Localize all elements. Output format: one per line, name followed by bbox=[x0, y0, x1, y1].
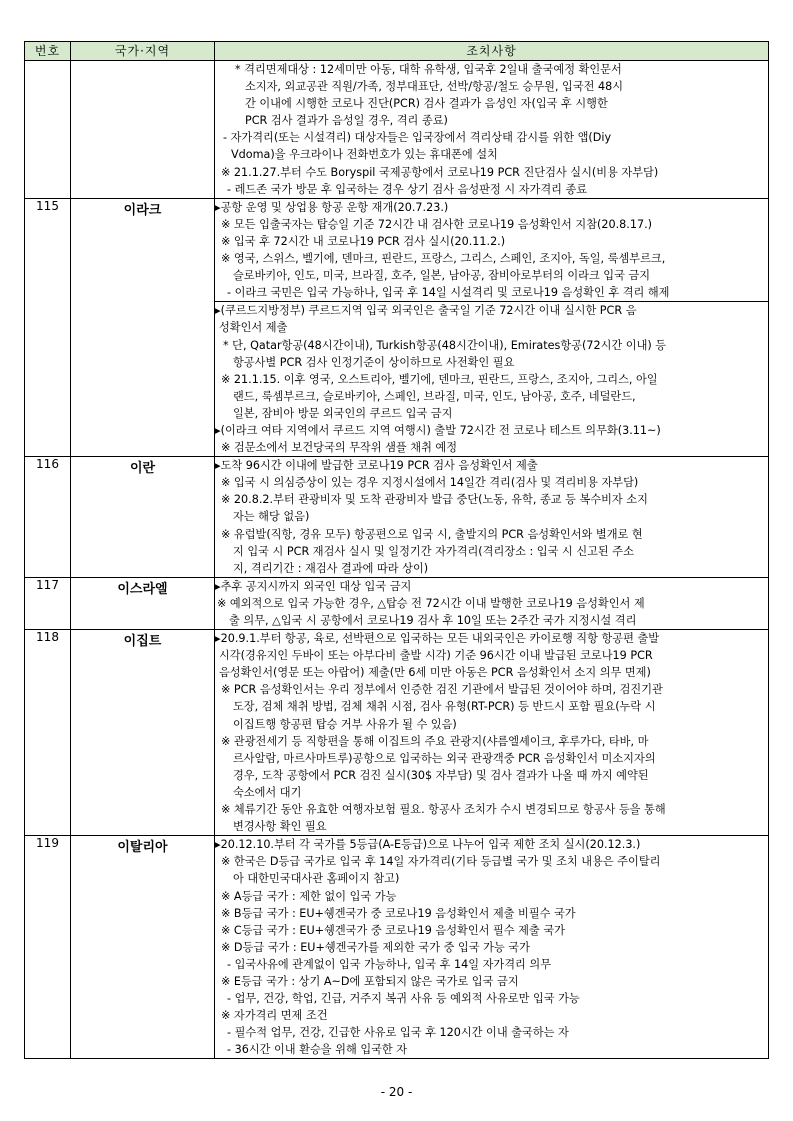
measure-line: ※ B등급 국가 : EU+쉥겐국가 중 코로나19 음성확인서 제출 비필수 국가 bbox=[221, 906, 576, 920]
measure-line: 도장, 검체 채취 방법, 검체 채취 시점, 검사 유형(RT-PCR) 등 반드시 포함 필요(누락 시 bbox=[233, 700, 656, 714]
measures-cell bbox=[215, 302, 769, 457]
measure-line: ※ D등급 국가 : EU+쉥겐국가를 제외한 국가 중 입국 가능 국가 bbox=[221, 940, 530, 954]
table-row bbox=[25, 457, 769, 578]
measure-line: ▸(이라크 여타 지역에서 쿠르드 지역 여행시) 출발 72시간 전 코로나 테스트 의무화(3.11~) bbox=[215, 423, 661, 437]
measure-line: - 업무, 건강, 학업, 긴급, 거주지 복귀 사유 등 예외적 사유로만 입국 가능 bbox=[227, 992, 580, 1006]
country-name bbox=[71, 61, 215, 199]
measure-line: ※ 입국 시 의심증상이 있는 경우 지정시설에서 14일간 격리(검사 및 격리비용 자부담) bbox=[221, 476, 639, 490]
measures-table bbox=[24, 41, 769, 1059]
measure-line: Vdoma)을 우크라이나 전화번호가 있는 휴대폰에 설치 bbox=[231, 148, 498, 162]
measure-line: ▸도착 96시간 이내에 발급한 코로나19 PCR 검사 음성확인서 제출 bbox=[215, 459, 538, 473]
measure-line: ※ 20.8.2.부터 관광비자 및 도착 관광비자 발급 중단(노동, 유학, 종교 등 복수비자 소지 bbox=[221, 493, 648, 507]
measure-line: ※ PCR 음성확인서는 우리 정부에서 인증한 검진 기관에서 발급된 것이어야 하며, 검진기관 bbox=[221, 683, 663, 697]
measure-line: ▸공항 운영 및 상업용 항공 운항 재개(20.7.23.) bbox=[215, 200, 449, 214]
measure-line: 시각(경유지인 두바이 또는 아부다비 출발 시각) 기준 96시간 이내 발급된 코로나19 PCR bbox=[219, 649, 653, 663]
page-number: - 20 - bbox=[380, 1085, 413, 1099]
measure-line: 성확인서 제출 bbox=[219, 321, 288, 335]
measures-cell bbox=[215, 630, 769, 836]
table-row bbox=[25, 630, 769, 836]
measure-line: ※ 한국은 D등급 국가로 입국 후 14일 자가격리(기타 등급별 국가 및 조치 내용은 주이탈리 bbox=[221, 855, 661, 869]
measure-line: 경우, 도착 공항에서 PCR 검진 실시(30$ 자부담) 및 검사 결과가 나올 때 까지 예약된 bbox=[233, 768, 649, 782]
measure-line: ※ C등급 국가 : EU+쉥겐국가 중 코로나19 음성확인서 필수 제출 국가 bbox=[221, 923, 565, 937]
measure-line: 일본, 잠비아 방문 외국인의 쿠르드 입국 금지 bbox=[233, 406, 453, 420]
table-row bbox=[25, 577, 769, 629]
table-header-row bbox=[25, 42, 769, 61]
country-name: 이스라엘 bbox=[71, 577, 215, 629]
measures-cell bbox=[215, 198, 769, 302]
measure-line: ※ 예외적으로 입국 가능한 경우, △탑승 전 72시간 이내 발행한 코로나19 음성확인서 제 bbox=[217, 596, 645, 610]
measure-line: 르사알람, 마르사마트루)공항으로 입국하는 외국 관광객중 PCR 음성확인서 미소지자의 bbox=[233, 751, 656, 765]
country-name: 이란 bbox=[71, 457, 215, 578]
measure-line: 음성확인서(영문 또는 아랍어) 제출(만 6세 미만 아동은 PCR 음성확인서 소지 의무 면제) bbox=[219, 666, 651, 680]
row-number: 118 bbox=[25, 630, 71, 836]
country-name: 이집트 bbox=[71, 630, 215, 836]
row-number: 117 bbox=[25, 577, 71, 629]
table-row bbox=[25, 198, 769, 302]
measure-line: ※ 체류기간 동안 유효한 여행자보험 필요. 항공사 조치가 수시 변경되므로 항공사 등을 통해 bbox=[221, 803, 666, 817]
measures-cell bbox=[215, 61, 769, 199]
measure-line: - 이라크 국민은 입국 가능하나, 입국 후 14일 시설격리 및 코로나19 음성확인 후 격리 해제 bbox=[227, 286, 670, 300]
measure-line: 지, 격리기간 : 재검사 결과에 따라 상이) bbox=[233, 561, 429, 575]
measure-line: 숙소에서 대기 bbox=[233, 785, 302, 799]
measure-line: ※ 21.1.15. 이후 영국, 오스트리아, 벨기에, 덴마크, 핀란드, 프랑스, 조지아, 그리스, 아일 bbox=[221, 372, 658, 386]
measure-line: * 격리면제대상 : 12세미만 아동, 대학 유학생, 입국후 2일내 출국예정 확인문서 bbox=[235, 63, 622, 76]
row-number: 116 bbox=[25, 457, 71, 578]
measure-line: ▸20.12.10.부터 각 국가를 5등급(A-E등급)으로 나누어 입국 제한 조치 실시(20.12.3.) bbox=[215, 838, 641, 852]
measures-cell bbox=[215, 836, 769, 1059]
measure-line: - 36시간 이내 환승을 위해 입국한 자 bbox=[227, 1043, 408, 1057]
measure-line: ※ 관광전세기 등 직항편을 통해 이집트의 주요 관광지(샤름엘셰이크, 후루가다, 타바, 마 bbox=[221, 734, 649, 748]
country-name: 이탈리아 bbox=[71, 836, 215, 1059]
measure-line: - 레드존 국가 방문 후 입국하는 경우 상기 검사 음성판정 시 자가격리 종료 bbox=[227, 182, 588, 196]
measures-cell bbox=[215, 577, 769, 629]
country-name: 이라크 bbox=[71, 198, 215, 456]
table-row bbox=[25, 836, 769, 1059]
measure-line: 지 입국 시 PCR 재검사 실시 및 일정기간 자가격리(격리장소 : 입국 시 신고된 주소 bbox=[233, 544, 634, 558]
measure-line: 자는 해당 없음) bbox=[233, 510, 310, 524]
measure-line: ※ 자가격리 면제 조건 bbox=[221, 1009, 328, 1023]
measure-line: 출 의무, △입국 시 공항에서 코로나19 검사 후 10일 또는 2주간 국가 지정시설 격리 bbox=[229, 614, 637, 627]
row-number bbox=[25, 61, 71, 199]
header-measures: 조치사항 bbox=[215, 42, 769, 61]
measure-line: 소지자, 외교공관 직원/가족, 정부대표단, 선박/항공/철도 승무원, 입국전 48시 bbox=[245, 80, 624, 94]
measure-line: - 입국사유에 관계없이 입국 가능하나, 입국 후 14일 자가격리 의무 bbox=[227, 957, 552, 971]
measure-line: ▸추후 공지시까지 외국인 대상 입국 금지 bbox=[215, 579, 412, 593]
measure-line: ※ E등급 국가 : 상기 A~D에 포함되지 않은 국가로 입국 금지 bbox=[221, 974, 519, 988]
measure-line: ▸(쿠르드지방정부) 쿠르드지역 입국 외국인은 출국일 기준 72시간 이내 실시한 PCR 음 bbox=[215, 304, 637, 318]
measure-line: 슬로바키아, 인도, 미국, 브라질, 호주, 일본, 남아공, 잠비아로부터의 이라크 입국 금지 bbox=[233, 269, 651, 283]
table-row bbox=[25, 61, 769, 199]
measure-line: 아 대한민국대사관 홈페이지 참고) bbox=[233, 872, 400, 886]
measure-line: ※ 모든 입출국자는 탑승일 기준 72시간 내 검사한 코로나19 음성확인서 지참(20.8.17.) bbox=[221, 217, 652, 231]
measure-line: * 단, Qatar항공(48시간이내), Turkish항공(48시간이내), Emirates항공(72시간 이내) 등 bbox=[223, 338, 667, 352]
measure-line: ※ 검문소에서 보건당국의 무작위 샘플 채취 예정 bbox=[221, 441, 458, 455]
measure-line: - 필수적 업무, 건강, 긴급한 사유로 입국 후 120시간 이내 출국하는 자 bbox=[227, 1026, 569, 1040]
measure-line: 변경사항 확인 필요 bbox=[233, 820, 327, 834]
row-number: 119 bbox=[25, 836, 71, 1059]
header-num: 번호 bbox=[25, 42, 71, 61]
measure-line: ※ A등급 국가 : 제한 없이 입국 가능 bbox=[221, 889, 397, 903]
measure-line: 항공사별 PCR 검사 인정기준이 상이하므로 사전확인 필요 bbox=[233, 355, 515, 369]
measure-line: ※ 영국, 스위스, 벨기에, 덴마크, 핀란드, 프랑스, 그리스, 스페인, 조지아, 독일, 룩셈부르크, bbox=[221, 252, 666, 266]
measure-line: 간 이내에 시행한 코로나 진단(PCR) 검사 결과가 음성인 자(입국 후 시행한 bbox=[245, 97, 608, 111]
measure-line: - 자가격리(또는 시설격리) 대상자들은 입국장에서 격리상태 감시를 위한 앱(Diy bbox=[223, 131, 612, 145]
measure-line: PCR 검사 결과가 음성일 경우, 격리 종료) bbox=[245, 114, 448, 128]
measure-line: ※ 21.1.27.부터 수도 Boryspil 국제공항에서 코로나19 PCR 진단검사 실시(비용 자부담) bbox=[221, 165, 659, 179]
row-number: 115 bbox=[25, 198, 71, 456]
measure-line: 랜드, 룩셈부르크, 슬로바키아, 스페인, 브라질, 미국, 인도, 남아공, 호주, 네덜란드, bbox=[233, 389, 636, 403]
measures-cell bbox=[215, 457, 769, 578]
table-body bbox=[25, 61, 769, 1059]
measure-line: ※ 유럽발(직항, 경유 모두) 항공편으로 입국 시, 출발지의 PCR 음성확인서와 별개로 현 bbox=[221, 527, 643, 541]
header-country: 국가·지역 bbox=[71, 42, 215, 61]
measure-line: ※ 입국 후 72시간 내 코로나19 PCR 검사 실시(20.11.2.) bbox=[221, 234, 506, 248]
measure-line: 이집트행 항공편 탑승 거부 사유가 될 수 있음) bbox=[233, 717, 457, 731]
measure-line: ▸20.9.1.부터 항공, 육로, 선박편으로 입국하는 모든 내외국인은 카이로행 직항 항공편 출발 bbox=[215, 632, 660, 646]
